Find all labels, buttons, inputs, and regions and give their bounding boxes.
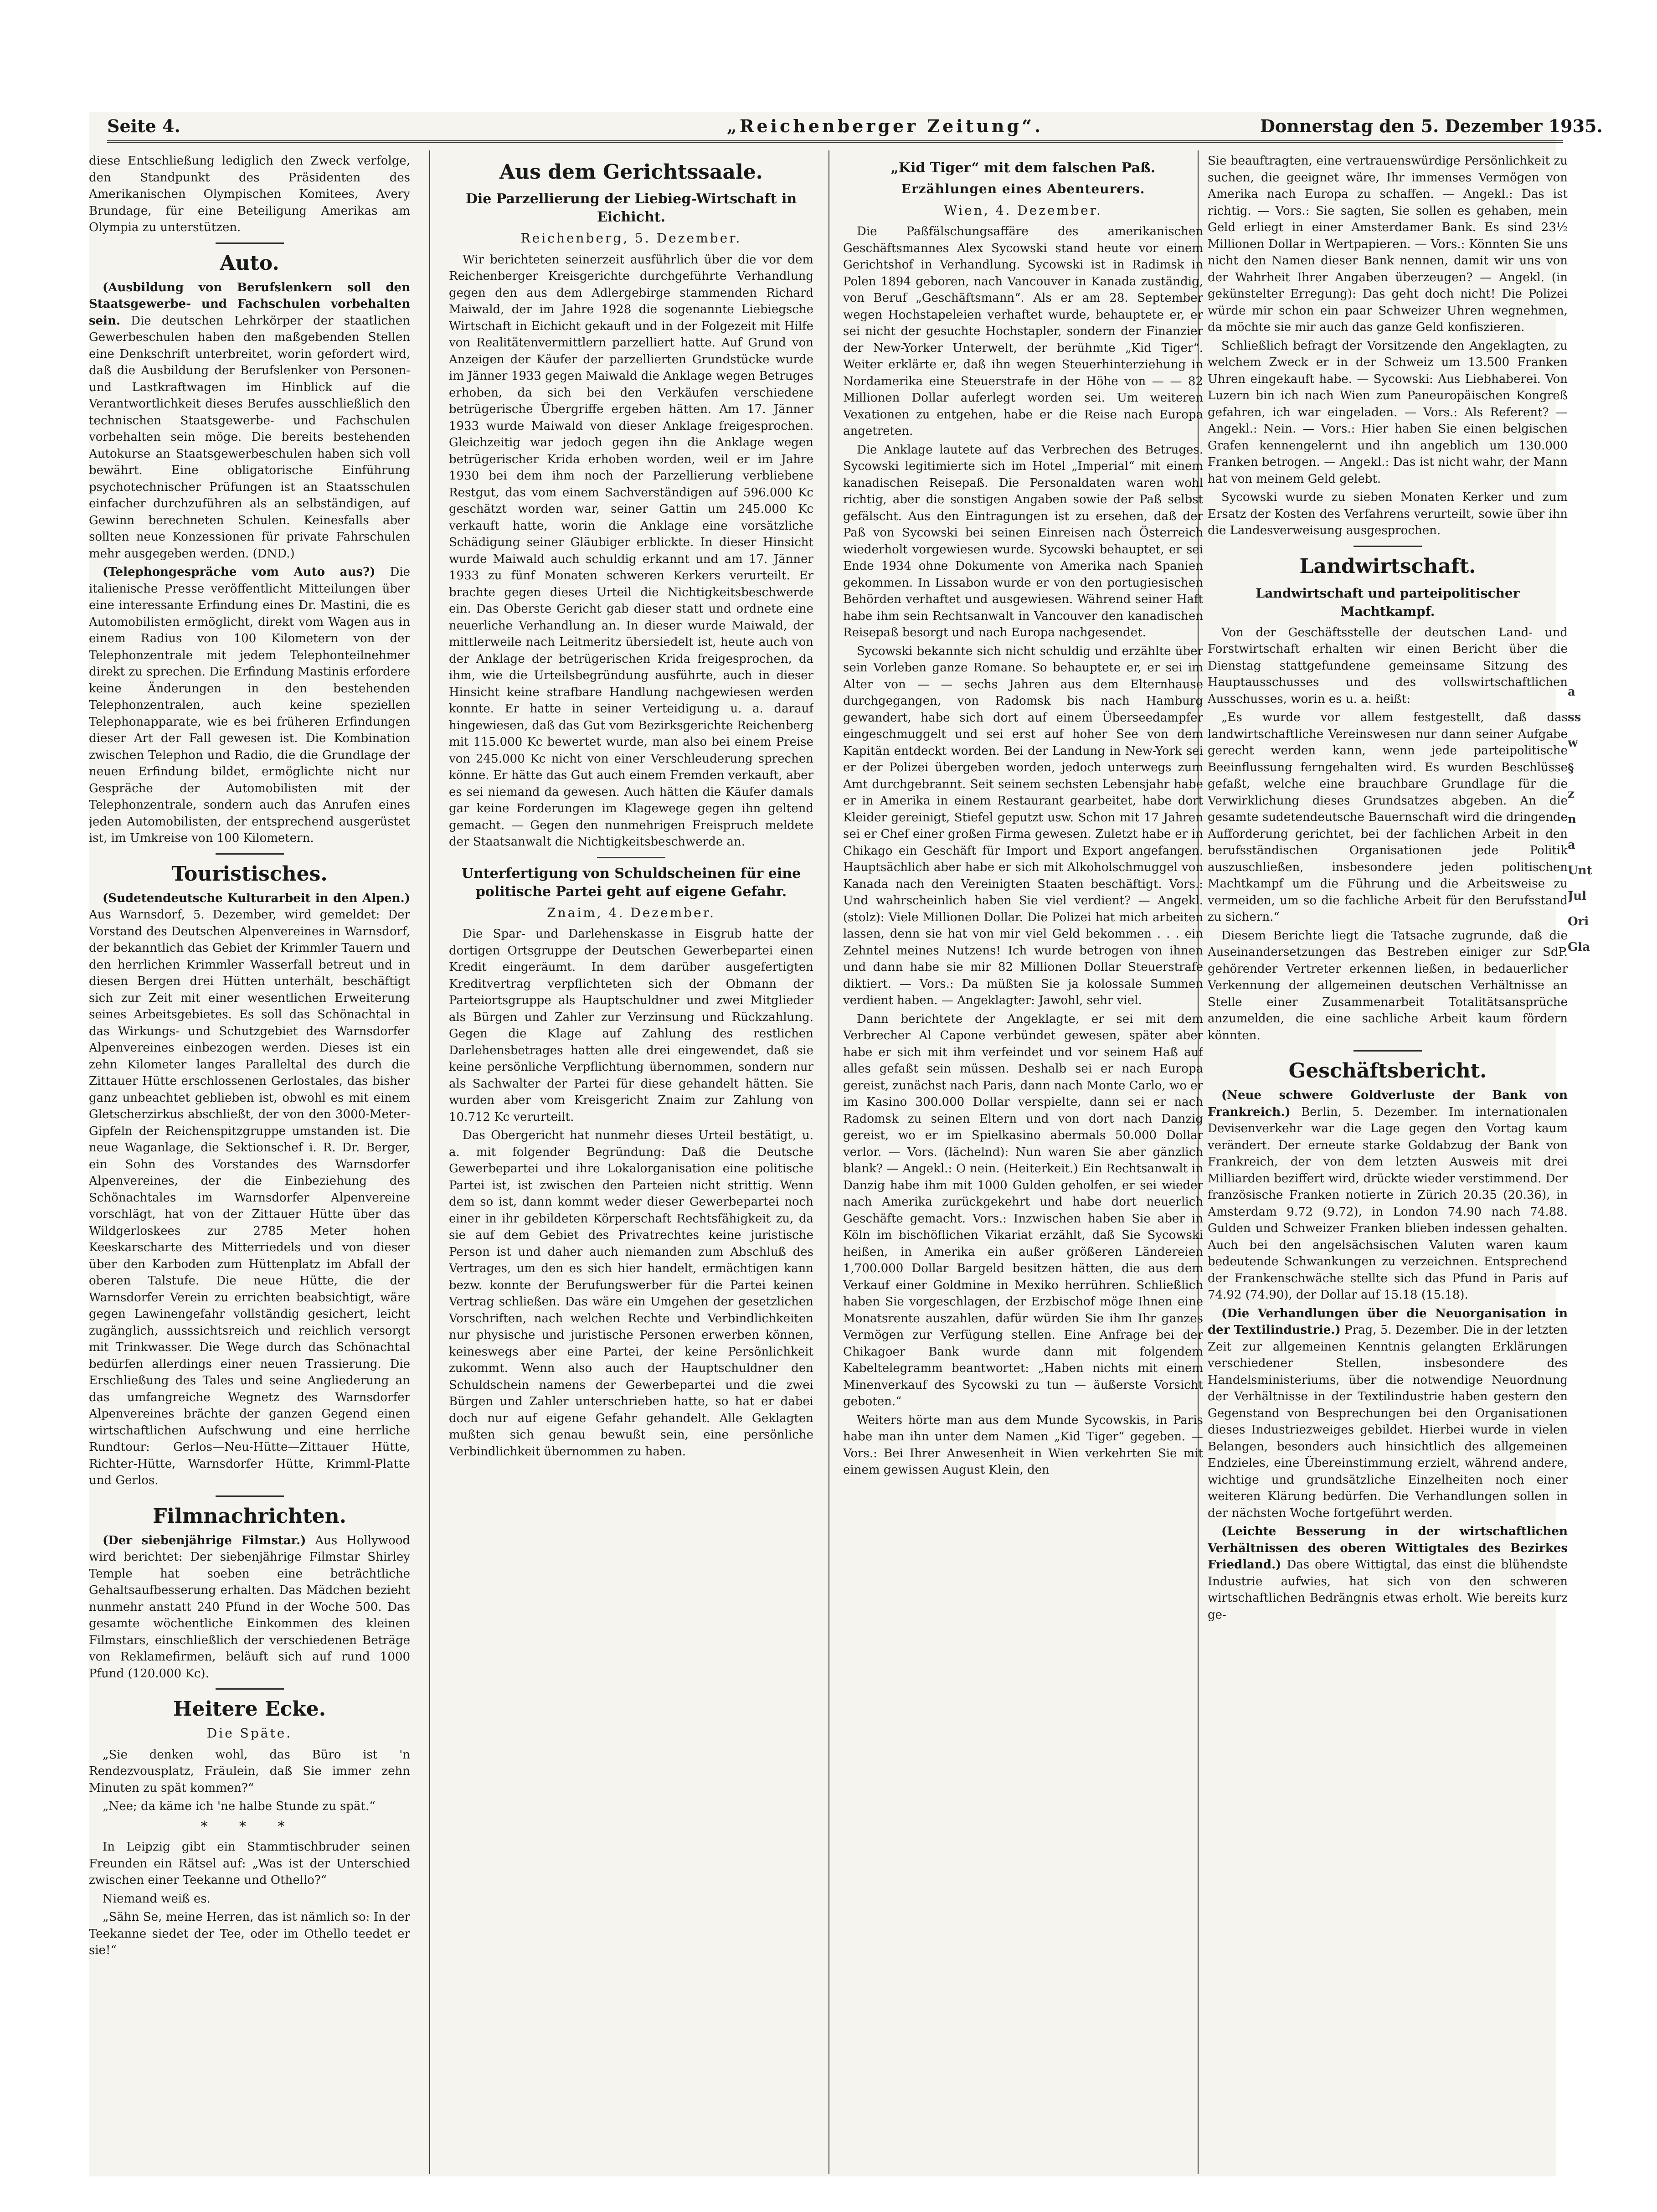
joke-line: „Nee; da käme ich 'ne halbe Stunde zu spät.“	[103, 1800, 376, 1813]
article-text: Schließlich befragt der Vorsitzende den Angeklagten, zu welchem Zweck er in der Schweiz um 13.500 Franken Uhren eingekauft habe. — Sycowski: Aus Liebhaberei. Von Luzern bin ich nach Wien zum Paneuropäischen Kongreß gefahren, ich war eingeladen. — Vors.: Als Referent? — Angekl.: Nein. — Vors.: Hier haben Sie einen belgischen Grafen kennengelernt und ihn angeblich um 130.000 Franken betrogen. — Angekl.: Das ist nicht wahr, der Mann hat von meinem Geld gelebt.	[1208, 339, 1568, 486]
dateline: Reichenberg, 5. Dezember.	[520, 231, 742, 246]
subheading: (Sudetendeutsche Kulturarbeit in den Alpen.)	[103, 891, 410, 905]
joke-line: „Sähn Se, meine Herren, das ist nämlich so: In der Teekanne siedet der Tee, oder im Othello teedet er sie!“	[89, 1910, 410, 1957]
article-text: Weiters hörte man aus dem Munde Sycowskis, in Paris habe man ihn unter dem Namen „Kid Tiger“ gegeben. — Vors.: Bei Ihrer Anwesenheit in Wien verkehrten Sie mit einem gewissen August Klein, den	[843, 1413, 1203, 1477]
column-1	[89, 153, 410, 2158]
section-heading-landwirtschaft: Landwirtschaft.	[1299, 554, 1476, 578]
article-text: Aus Hollywood wird berichtet: Der siebenjährige Filmstar Shirley Temple hat soeben eine beträchtliche Gehaltsaufbesserung erhalten. Das Mädchen bezieht nunmehr anstatt 240 Pfund in der Woche 500. Das gesamte wöchentliche Einkommen des kleinen Filmstars, einschließlich der verschiedenen Beträge von Reklamefirmen, beläuft sich auf rund 1000 Pfund (120.000 Kc).	[89, 1533, 410, 1681]
edge-fragment: ss	[1568, 711, 1581, 724]
article-text: Aus Warnsdorf, 5. Dezember, wird gemeldet: Der Vorstand des Deutschen Alpenvereines in Warnsdorf, der bekanntlich das Gebiet der Krimmler Tauern und den herrlichen Krimmler Wasserfall betreut und in diesen Bergen drei Hütten unterhält, beschäftigt sich zur Zeit mit einer wesentlichen Erweiterung seines Arbeitsgebietes. Es soll das Schönachtal in das Wirkungs- und Schutzgebiet des Warnsdorfer Alpenvereines einbezogen werden. Dieses ist ein zehn Kilometer langes Paralleltal des durch die Zittauer Hütte erschlossenen Gerlostales, das bisher ganz unbeachtet geblieben ist, obwohl es mit einem Gletscherzirkus abschließt, der von den 3000-Meter-Gipfeln der Reichenspitzgruppe umstanden ist. Die neue Waganlage, die Sektionschef i. R. Dr. Berger, ein Sohn des Vorstandes des Warnsdorfer Alpenvereines, der die Einbeziehung des Schönachtales im Warnsdorfer Alpenvereine vorschlägt, hat von der Zittauer Hütte über das Wildgerloskees zur 2785 Meter hohen Keeskarscharte des Mitterriedels und von dieser über den Karboden zum Hüttenplatz im Abfall der oberen Talstufe. Die neue Hütte, die der Warnsdorfer Verein zu errichten beabsichtigt, wäre gegen Lawinengefahr vollständig gesichert, leicht zugänglich, ausssichtsreich und reichlich versorgt mit Trinkwasser. Die Wege durch das Schönachtal bedürfen allerdings einer neuen Trassierung. Die Erschließung des Tales und seine Angliederung an das umfangreiche Wegnetz des Warnsdorfer Alpenvereines brächte der ganzen Gegend einen wirtschaftlichen Aufschwung und eine herrliche Rundtour: Gerlos—Neu-Hütte—Zittauer Hütte, Richter-Hütte, Warnsdorfer Hütte, Krimml-Platte und Gerlos.	[89, 908, 410, 1487]
article-text: Diesem Berichte liegt die Tatsache zugrunde, daß die Auseinandersetzungen das Bestreben einiger zur SdP. gehörender Vertreter erkennen ließen, in bedauerlicher Verkennung der allgemeinen deutschen Verhältnisse an Stelle einer Zusammenarbeit Totalitätsansprüche anzumelden, die eine sachliche Arbeit kaum fördern könnten.	[1208, 928, 1568, 1042]
divider	[216, 853, 284, 855]
divider	[1353, 1050, 1422, 1052]
edge-fragment: §	[1568, 762, 1574, 775]
article-text: Wir berichteten seinerzeit ausführlich über die vor dem Reichenberger Kreisgerichte durchgeführte Verhandlung gegen den aus dem Adlergebirge stammenden Richard Maiwald, der im Jahre 1928 die sogenannte Liebiegsche Wirtschaft in Eichicht gekauft und in der Folgezeit mit Hilfe von Realitätenvermittlern parzelliert hatte. Auf Grund von Anzeigen der Käufer der parzellierten Grundstücke wurde im Jänner 1933 gegen Maiwald die Anklage wegen Betruges erhoben, da sich bei den Verkäufen verschiedene betrügerische Übergriffe ergeben hätten. Am 17. Jänner 1933 wurde Maiwald von dieser Anklage freigesprochen. Gleichzeitig war jedoch gegen ihn die Anklage wegen betrügerischer Krida erhoben worden, weil er im Jahre 1930 bei dem ihm noch der Parzellierung verbliebene Restgut, das vom einem Sachverständigen auf 596.000 Kc geschätzt worden war, seiner Gattin um 245.000 Kc verkauft hatte, worin die Anklage eine vorsätzliche Schädigung seiner Gläubiger erblickte. In dieser Hinsicht wurde Maiwald auch schuldig erkannt und am 17. Jänner 1933 zu fünf Monaten schweren Kerkers verurteilt. Er brachte gegen dieses Urteil die Nichtigkeitsbeschwerde ein. Das Oberste Gericht gab dieser statt und ordnete eine neuerliche Verhandlung an. In dieser wurde Maiwald, der mittlerweile nach Leitmeritz übersiedelt ist, heute auch von der Anklage der betrügerischen Krida freigesprochen, da ihm, wie die Urteilsbegründung ausführte, auch in dieser Hinsicht keine strafbare Handlung nachgewiesen werden konnte. Er hatte in seiner Verteidigung u. a. darauf hingewiesen, daß das Gut vom Bezirksgerichte Reichenberg mit 115.000 Kc bewertet wurde, man also bei einem Preise von 245.000 Kc nicht von einer Verschleuderung sprechen könne. Er hätte das Gut auch einem Fremden verkauft, aber es sei niemand da gewesen. Auch hätten die Käufer damals gar keine Forderungen im Klagewege gegen ihn geltend gemacht. — Gegen den nunmehrigen Freispruch meldete der Staatsanwalt die Nichtigkeitsbeschwerde an.	[449, 253, 813, 849]
article-text: Die italienische Presse veröffentlicht Mitteilungen über eine interessante Erfindung eines Dr. Mastini, die es Automobilisten ermöglicht, direkt vom Wagen aus in einem Radius von 100 Kilometern von der Telephonzentrale mit jedem Telephonteilnehmer direkt zu sprechen. Die Erfindung Mastinis erfordere keine Änderungen in den bestehenden Telephonzentralen, auch keine speziellen Telephonapparate, wie es bei früheren Erfindungen dieser Art der Fall gewesen ist. Die Kombination zwischen Telephon und Radio, die die Grundlage der neuen Erfindung bildet, ermöglichte nicht nur Gespräche der Automobilisten mit der Telephonzentrale, sondern auch das Anrufen eines jeden Automobilisten, der entsprechend ausgerüstet ist, im Umkreise von 100 Kilometern.	[89, 565, 410, 845]
article-heading: Unterfertigung von Schuldscheinen für eine politische Partei geht auf eigene Gefahr.	[461, 865, 801, 900]
article-heading: Landwirtschaft und parteipolitischer Machtkampf.	[1256, 585, 1520, 619]
page-number: Seite 4.	[107, 116, 180, 136]
column-2	[449, 153, 813, 2158]
article-heading: Die Parzellierung der Liebieg-Wirtschaft in Eichicht.	[465, 191, 797, 225]
article-text: Sie beauftragten, eine vertrauenswürdige Persönlichkeit zu suchen, die geeignet wäre, Ihr immenses Vermögen von Amerika nach Europa zu schaffen. — Angekl.: Das ist richtig. — Vors.: Sie sagten, Sie sollen es gehaben, mein Geld erliegt in einer Amsterdamer Bank. Es sind 23½ Millionen Dollar in Wertpapieren. — Vors.: Könnten Sie uns nicht den Namen dieser Bank nennen, damit wir uns von der Wahrheit Ihrer Angaben überzeugen? — Angekl. (in gekünstelter Erregung): Das geht doch nicht! Die Polizei würde mir schon ein paar Schweizer Uhren wegnehmen, da möchte sie mir auch das ganze Geld konfiszieren.	[1208, 154, 1568, 334]
column-rule	[429, 150, 430, 2174]
article-text: Die Spar- und Darlehenskasse in Eisgrub hatte der dortigen Ortsgruppe der Deutschen Gewerbepartei einen Kredit eingeräumt. In dem darüber ausgefertigten Kreditvertrag verpflichteten sich der Obmann der Parteiortsgruppe als Hauptschuldner und zwei Mitglieder als Bürgen und Zahler zur Verzinsung und Rückzahlung. Gegen die Klage auf Zahlung des restlichen Darlehensbetrages hatten alle drei eingewendet, daß sie keine persönliche Verpflichtung übernommen, sondern nur als Sachwalter der Partei für diese gehandelt hätten. Sie wurden aber vom Kreisgericht Znaim zur Zahlung von 10.712 Kc verurteilt.	[449, 927, 813, 1124]
subheading: (Telephongespräche vom Auto aus?)	[103, 565, 376, 579]
section-heading-auto: Auto.	[220, 251, 279, 275]
edge-fragment: Jul	[1568, 889, 1587, 903]
article-text: Die Paßfälschungsaffäre des amerikanischen Geschäftsmannes Alex Sycowski stand heute vor einem Gerichtshof in Verhandlung. Sycowski ist in Radimsk in Polen 1894 geboren, nach Vancouver in Kanada zuständig, von Beruf „Geschäftsmann“. Als er am 28. September wegen Hochstapeleien verhaftet wurde, behauptete er, er sei nicht der gesuchte Hochstapler, sondern der Finanzier der New-Yorker Unterwelt, der berühmte „Kid Tiger“. Weiter erklärte er, daß ihn wegen Steuerhinterziehung in Nordamerika eine Steuerstrafe in der Höhe von — — 82 Millionen Dollar auferlegt worden sei. Um weiteren Vexationen zu entgehen, habe er die Reise nach Europa angetreten.	[843, 225, 1203, 438]
edge-fragment: w	[1568, 736, 1578, 750]
joke-line: Niemand weiß es.	[103, 1892, 211, 1906]
edge-fragment: Gla	[1568, 940, 1590, 954]
divider	[597, 857, 665, 858]
article-text: Sycowski bekannte sich nicht schuldig und erzählte über sein Vorleben ganze Romane. So behauptete er, er sei im Alter von — — sechs Jahren aus dem Elternhause durchgegangen, von Radomsk bis nach Hamburg gewandert, habe sich dort auf einem Überseedampfer eingeschmuggelt und sei erst auf hoher See von dem Kapitän entdeckt worden. Bei der Landung in New-York sei er der Polizei übergeben worden, jedoch unterwegs zum Amt durchgebrannt. Seit seinem sechsten Lebensjahr habe er in Amerika in einem Restaurant gearbeitet, habe dort Kleider gereinigt, Stiefel geputzt usw. Schon mit 17 Jahren sei er Chef einer großen Firma gewesen. Zuletzt habe er in Chikago ein Geschäft für Import und Export angefangen. Hauptsächlich aber habe er sich mit Alkoholschmuggel von Kanada nach den Vereinigten Staaten beschäftigt. Vors.: Und wahrscheinlich haben Sie viel verdient? — Angekl. (stolz): Viele Millionen Dollar. Die Polizei hat mich arbeiten lassen, denn sie hat von mir viel Geld bekommen . . . ein Zehntel meines Nutzens! Ich wurde betrogen von ihnen und dann habe sie mir 82 Millionen Dollar Steuerstrafe diktiert. — Vors.: Da müßten Sie ja kolossale Summen verdient haben. — Angeklagter: Jawohl, sehr viel.	[843, 644, 1203, 1007]
article-subheading: Erzählungen eines Abenteurers.	[901, 181, 1145, 196]
joke-line: „Sie denken wohl, das Büro ist 'n Rendezvousplatz, Fräulein, daß Sie immer zehn Minuten zu spät kommen?“	[89, 1748, 410, 1795]
article-text: Prag, 5. Dezember. Die in der letzten Zeit zur allgemeinen Kenntnis gelangten Erklärungen verschiedener Stellen, insbesondere des Handelsministeriums, über die notwendige Neuordnung der Verhältnisse in der Textilindustrie haben gestern den Gegenstand von Besprechungen bei den Organisationen dieses Industriezweiges gebildet. Hierbei wurde in vielen Belangen, besonders auch hinsichtlich des allgemeinen Endzieles, eine Übereinstimmung erzielt, während andere, wichtige und grundsätzliche Einzelheiten noch einer weiteren Klärung bedürfen. Die Verhandlungen sollen in der nächsten Woche fortgeführt werden.	[1208, 1323, 1568, 1520]
subheading: (Leichte Besserung in der wirtschaftlichen Verhältnissen des oberen Wittigtales des Bezirkes Friedland.)	[1208, 1525, 1568, 1572]
article-text: Das Obergericht hat nunmehr dieses Urteil bestätigt, u. a. mit folgender Begründung: Daß die Deutsche Gewerbepartei und ihre Lokalorganisation eine politische Partei ist, ist zwischen den Parteien nicht strittig. Wenn dem so ist, dann kommt weder dieser Gewerbepartei noch einer in ihr gebildeten Körperschaft Rechtsfähigkeit zu, da sie auf dem Gebiet des Privatrechtes keine juristische Person ist und daher auch niemanden zum Abschluß des Vertrages, um den es sich hier handelt, ermächtigen kann bezw. konnte der Berufungswerber für die Partei keinen Vertrag schließen. Das wäre ein Umgehen der gesetzlichen Vorschriften, nach welchen Rechte und Verbindlichkeiten nur physische und juristische Personen erwerben können, keineswegs aber eine Partei, der keine Persönlichkeit zukommt. Wenn also auch der Hauptschuldner den Schuldschein namens der Gewerbepartei und die zwei Bürgen und Zahler unterschrieben hatte, so hat er dabei doch nur auf eigene Gefahr gehandelt. Alle Geklagten mußten sich genau bewußt sein, eine persönliche Verbindlichkeit übernommen zu haben.	[449, 1129, 813, 1459]
joke-line: In Leipzig gibt ein Stammtischbruder seinen Freunden ein Rätsel auf: „Was ist der Unterschied zwischen einer Teekanne und Othello?“	[89, 1840, 410, 1887]
article-text: Sycowski wurde zu sieben Monaten Kerker und zum Ersatz der Kosten des Verfahrens verurteilt, sowie über ihn die Landesverweisung ausgesprochen.	[1208, 490, 1568, 537]
article-text: Dann berichtete der Angeklagte, er sei mit dem Verbrecher Al Capone verbündet gewesen, später aber habe er sich mit ihm verfeindet und vor seinem Haß auf alles gefaßt sein müssen. Deshalb sei er nach Europa gereist, zunächst nach Paris, dann nach Monte Carlo, wo er im Kasino 300.000 Dollar verspielte, dann sei er nach Radomsk zu seinen Eltern und von dort nach Danzig gereist, wo er im Spielkasino abermals 50.000 Dollar verlor. — Vors. (lächelnd): Nun waren Sie aber gänzlich blank? — Angekl.: O nein. (Heiterkeit.) Ein Rechtsanwalt in Danzig habe ihm mit 1000 Gulden geholfen, er sei wieder nach Amerika zurückgekehrt und habe dort neuerlich Geschäfte gemacht. Vors.: Inzwischen haben Sie aber in Köln im bischöflichen Vikariat erzählt, daß Sie Sycowski heißen, in Amerika ein außer größeren Ländereien 1,700.000 Dollar Bargeld besitzen hätten, die aus dem Verkauf einer Goldmine in Mexiko herrühren. Schließlich haben Sie vorgeschlagen, der Erzbischof möge Ihnen eine Monatsrente auszahlen, dafür würden Sie ihm Ihr ganzes Vermögen zur Verfügung stellen. Eine Anfrage bei der Chikagoer Bank wurde dann mit folgendem Kabeltelegramm beantwortet: „Haben nichts mit einem Minenverkauf des Sycowski zu tun — äußerste Vorsicht geboten.“	[843, 1012, 1203, 1408]
divider	[216, 242, 284, 244]
intro-paragraph: diese Entschließung lediglich den Zweck verfolge, den Standpunkt des Präsidenten des Amerikanischen Olympischen Komitees, Avery Brundage, für eine Beteiligung Amerikas am Olympia zu unterstützen.	[89, 154, 410, 234]
masthead	[107, 113, 1603, 143]
divider	[216, 1495, 284, 1497]
article-heading: „Kid Tiger“ mit dem falschen Paß.	[890, 160, 1156, 176]
divider	[216, 1688, 284, 1690]
adjacent-page-fragments	[1568, 684, 1657, 1732]
article-text: Berlin, 5. Dezember. Im internationalen Devisenverkehr war die Lage gegen den Vortag kaum verändert. Der erneute starke Goldabzug der Bank von Frankreich, der von dem letzten Ausweis mit drei Milliarden beziffert wird, drückte wieder verstimmend. Der französische Franken notierte in Zürich 20.35 (20.36), in Amsterdam 9.72 (9.72), in London 74.90 nach 74.88. Gulden und Schweizer Franken blieben indessen gehalten. Auch bei den angelsächsischen Valuten waren kaum bedeutende Schwankungen zu verzeichnen. Entsprechend der Frankenschwäche stellte sich das Pfund in Paris auf 74.92 (74.90), der Dollar auf 15.18 (15.18).	[1208, 1105, 1568, 1302]
section-heading-heitere-ecke: Heitere Ecke.	[173, 1697, 326, 1721]
section-heading-film: Filmnachrichten.	[153, 1504, 346, 1528]
separator-stars: * * *	[201, 1818, 298, 1835]
article-text: Die Anklage lautete auf das Verbrechen des Betruges. Sycowski legitimierte sich im Hotel „Imperial“ mit einem kanadischen Reisepaß. Die Personaldaten waren wohl richtig, aber die sonstigen Angaben sowie der Paß selbst gefälscht. Aus den Eintragungen ist zu ersehen, daß der Paß von Sycowski bei seinen Einreisen nach Österreich wiederholt vorgewiesen wurde. Sycowski behauptet, er sei Ende 1934 ohne Dokumente von Amerika nach Spanien gekommen. In Lissabon wurde er von den portugiesischen Behörden verhaftet und ausgewiesen. Während seiner Haft habe ihm sein Rechtsanwalt in Vancouver den kanadischen Reisepaß besorgt und nach Europa nachgesendet.	[843, 443, 1203, 639]
subheading: (Der siebenjährige Filmstar.)	[103, 1533, 306, 1547]
newspaper-title: „Reichenberger Zeitung“.	[727, 116, 1044, 136]
edge-fragment: a	[1568, 685, 1575, 699]
dateline: Wien, 4. Dezember.	[944, 202, 1102, 218]
subheading: (Ausbildung von Berufslenkern soll den Staatsgewerbe- und Fachschulen vorbehalten sein.	[89, 280, 410, 328]
article-text: „Es wurde vor allem festgestellt, daß das landwirtschaftliche Vereinswesen nur dann seiner Aufgabe gerecht werden kann, wenn jede parteipolitische Beeinflussung ferngehalten wird. Es wurden Beschlüsse gefaßt, welche eine brauchbare Grundlage für die Verwirklichung dieses Grundsatzes abgeben. An die gesamte sudetendeutsche Bauernschaft wird die dringende Aufforderung gerichtet, bei der fachlichen Arbeit in den berufsständischen Organisationen jede Politik auszuschließen, insbesondere jeden politischen Machtkampf um die Führung und die Arbeitsweise zu vermeiden, um so die fachliche Arbeit für den Berufsstand zu sichern.“	[1208, 711, 1568, 924]
issue-date: Donnerstag den 5. Dezember 1935.	[1260, 116, 1603, 136]
dateline: Znaim, 4. Dezember.	[547, 905, 715, 920]
article-text: Die deutschen Lehrkörper der staatlichen Gewerbeschulen haben den maßgebenden Stellen eine Denkschrift unterbreitet, worin gefordert wird, daß die Ausbildung der Berufslenker von Personen- und Lastkraftwagen im Hinblick auf die Verantwortlichkeit dieses Berufes ausschließlich den technischen Staatsgewerbe- und Fachschulen vorbehalten sein möge. Die bereits bestehenden Autokurse an Staatsgewerbeschulen haben sich voll bewährt. Eine obligatorische Einführung psychotechnischer Prüfungen ist an Staatsschulen einfacher durchzuführen als an selbständigen, auf Gewinn berechneten Schulen. Keinesfalls aber sollten neue Konzessionen für private Fahrschulen mehr ausgegeben werden. (DND.)	[89, 314, 410, 561]
divider	[1353, 546, 1422, 547]
column-4	[1208, 153, 1568, 2158]
article-text: Von der Geschäftsstelle der deutschen Land- und Forstwirtschaft erhalten wir einen Bericht über die Dienstag stattgefundene gemeinsame Sitzung des Hauptausschusses und des vollswirtschaftlichen Ausschusses, worin es u. a. heißt:	[1208, 625, 1568, 706]
edge-fragment: a	[1568, 838, 1575, 852]
section-heading-geschaeftsbericht: Geschäftsbericht.	[1288, 1059, 1487, 1083]
column-3	[843, 153, 1203, 2158]
edge-fragment: Unt	[1568, 864, 1592, 877]
subheading: (Neue schwere Goldverluste der Bank von Frankreich.)	[1208, 1088, 1568, 1119]
section-heading-touristisches: Touristisches.	[171, 862, 328, 886]
article-text: Das obere Wittigtal, das einst die blühendste Industrie aufwies, hat sich von den schweren wirtschaftlichen Bedrängnis etwas erholt. Wie bereits kurz ge-	[1208, 1558, 1568, 1622]
section-heading-gerichtssaal: Aus dem Gerichtssaale.	[499, 160, 763, 184]
edge-fragment: n	[1568, 813, 1576, 826]
column-rule	[828, 150, 829, 2174]
subheading: (Die Verhandlungen über die Neuorganisation in der Textilindustrie.)	[1208, 1306, 1568, 1337]
edge-fragment: Ori	[1568, 915, 1589, 928]
joke-title: Die Späte.	[206, 1726, 293, 1741]
edge-fragment: z	[1568, 787, 1575, 801]
